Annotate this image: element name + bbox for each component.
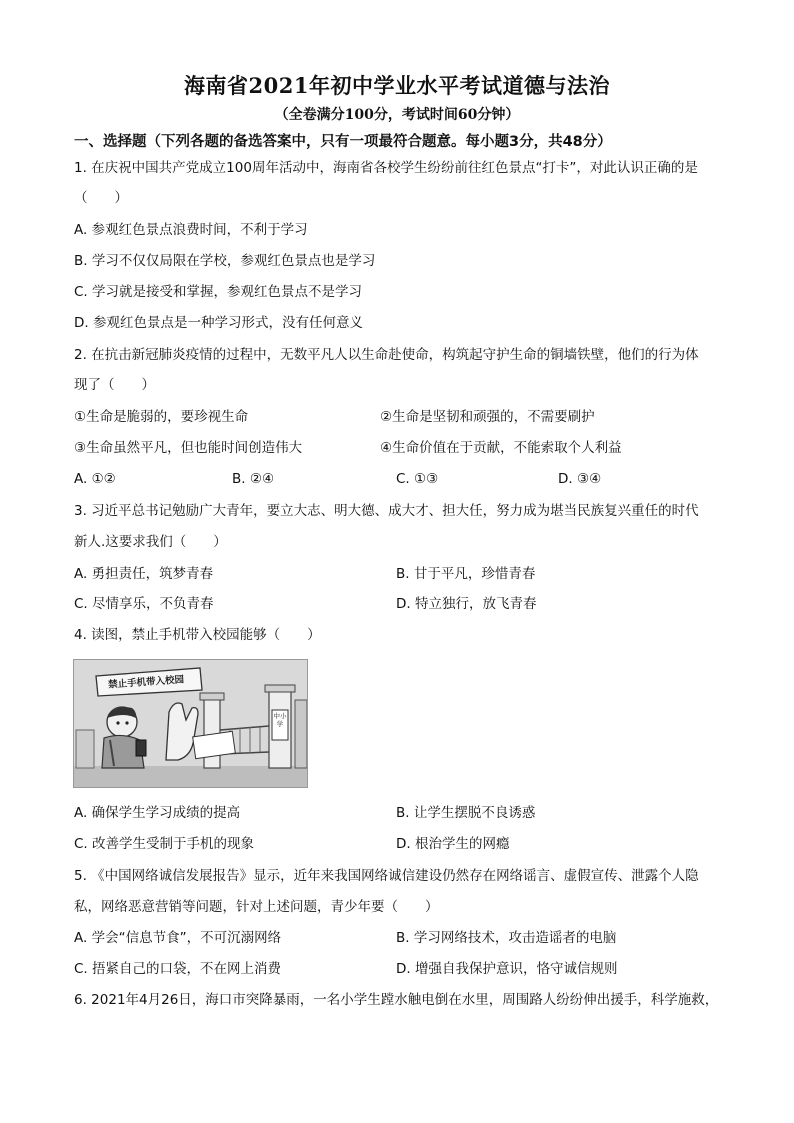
q3-option-d: D. 特立独行，放飞青春 [396, 596, 537, 612]
q4-option-d: D. 根治学生的网瘾 [396, 836, 510, 852]
q4-image-gate-text: 中小学 [273, 712, 287, 728]
q2-statement-3: ③生命虽然平凡，但也能时间创造伟大 [74, 440, 303, 456]
q1-option-c: C. 学习就是接受和掌握，参观红色景点不是学习 [74, 284, 363, 300]
q2-option-c: C. ①③ [396, 471, 439, 487]
q4-image-sign-text: 禁止手机带入校园 [107, 674, 185, 691]
q2-option-a: A. ①② [74, 471, 116, 487]
q4-option-b: B. 让学生摆脱不良诱惑 [396, 805, 536, 821]
q1-option-a: A. 参观红色景点浪费时间，不利于学习 [74, 222, 308, 238]
q3-stem-line2: 新人.这要求我们（ ） [74, 534, 227, 550]
q1-stem-line1: 1. 在庆祝中国共产党成立100周年活动中，海南省各校学生纷纷前往红色景点“打卡”，对此认识正确的是 [74, 160, 698, 176]
q1-option-d: D. 参观红色景点是一种学习形式，没有任何意义 [74, 315, 363, 331]
q2-option-b: B. ②④ [232, 471, 275, 487]
page-title: 海南省2021年初中学业水平考试道德与法治 [184, 73, 610, 98]
q6-stem-line1: 6. 2021年4月26日，海口市突降暴雨，一名小学生蹚水触电倒在水里，周围路人纷纷伸出援手，科学施救， [74, 992, 719, 1008]
q3-option-a: A. 勇担责任，筑梦青春 [74, 566, 214, 582]
q5-option-d: D. 增强自我保护意识，恪守诚信规则 [396, 961, 618, 977]
q2-statement-4: ④生命价值在于贡献，不能索取个人利益 [380, 440, 622, 456]
q3-option-c: C. 尽情享乐，不负青春 [74, 596, 214, 612]
q1-option-b: B. 学习不仅仅局限在学校，参观红色景点也是学习 [74, 253, 376, 269]
q5-stem-line1: 5. 《中国网络诚信发展报告》显示，近年来我国网络诚信建设仍然存在网络谣言、虚假宣传、泄露个人隐 [74, 868, 699, 884]
q4-option-c: C. 改善学生受制于手机的现象 [74, 836, 255, 852]
section-heading: 一、选择题（下列各题的备选答案中，只有一项最符合题意。每小题3分，共48分） [74, 134, 612, 150]
q3-stem-line1: 3. 习近平总书记勉励广大青年，要立大志、明大德、成大才、担大任，努力成为堪当民族复兴重任的时代 [74, 503, 699, 519]
q4-stem: 4. 读图，禁止手机带入校园能够（ ） [74, 627, 321, 643]
q2-statement-2: ②生命是坚韧和顽强的，不需要刷护 [380, 409, 595, 425]
q1-stem-line2: （ ） [74, 190, 128, 206]
q4-option-a: A. 确保学生学习成绩的提高 [74, 805, 241, 821]
q5-option-c: C. 捂紧自己的口袋，不在网上消费 [74, 961, 282, 977]
q3-option-b: B. 甘于平凡，珍惜青春 [396, 566, 536, 582]
q2-stem-line1: 2. 在抗击新冠肺炎疫情的过程中，无数平凡人以生命赴使命，构筑起守护生命的铜墙铁壁，他们的行为体 [74, 347, 699, 363]
q2-stem-line2: 现了（ ） [74, 377, 155, 393]
page-subtitle: （全卷满分100分，考试时间60分钟） [274, 107, 520, 123]
q2-statement-1: ①生命是脆弱的，要珍视生命 [74, 409, 249, 425]
q5-option-b: B. 学习网络技术，攻击造谣者的电脑 [396, 930, 617, 946]
q4-cartoon-image [73, 659, 308, 788]
q5-option-a: A. 学会“信息节食”，不可沉溺网络 [74, 930, 282, 946]
q2-option-d: D. ③④ [558, 471, 602, 487]
q5-stem-line2: 私，网络恶意营销等问题，针对上述问题，青少年要（ ） [74, 899, 439, 915]
